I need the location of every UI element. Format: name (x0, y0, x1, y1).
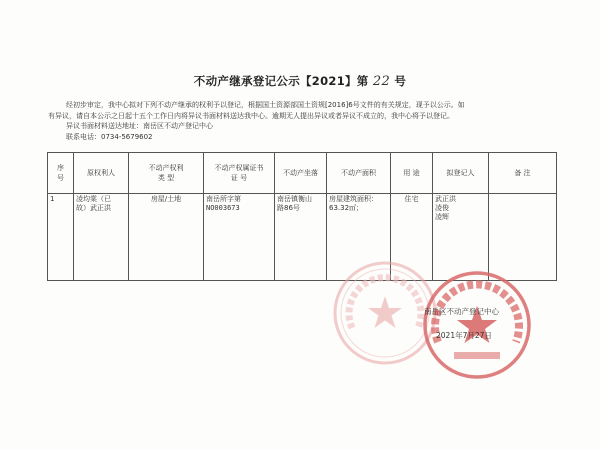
red-seal-stamp (420, 268, 534, 382)
header-usage: 用 途 (391, 153, 433, 194)
handwritten-number: 22 (372, 74, 391, 89)
notice-title (0, 73, 600, 89)
issue-date: 2021年7月27日 (436, 331, 492, 340)
header-area: 不动产面积 (327, 153, 391, 194)
cell-registrants: 武正洪 凌俊 凌辉 (433, 194, 489, 281)
cell-cert-no: 南岳所字第 NO003673 (204, 194, 275, 281)
cell-area: 房屋建筑面积： 63.32㎡； (327, 194, 391, 281)
header-cert-no: 不动产权属证书 证 号 (204, 153, 275, 194)
intro-line: 有异议，请自本公示之日起十五个工作日内将异议书面材料送达我中心。逾期无人提出异议或者异议不成立的，我中心将予以登记。 (48, 111, 454, 120)
issuer-name: 南岳区不动产登记中心 (424, 307, 499, 316)
notice-intro (48, 100, 578, 142)
intro-line: 经初步审定，我中心拟对下列不动产继承的权利予以登记，根据国土资源部国土资规[2016]6号文件的有关规定，现予以公示。如 (66, 101, 465, 109)
cell-owner: 凌均棠（已 故）武正洪 (74, 194, 129, 281)
intro-address: 异议书面材料送达地址：南岳区不动产登记中心 (66, 122, 213, 130)
table-header-row (48, 153, 557, 194)
header-remark: 备 注 (489, 153, 557, 194)
cell-right-type: 房屋/土地 (129, 194, 204, 281)
registration-table (47, 152, 557, 281)
header-registrant: 拟登记人 (433, 153, 489, 194)
cell-seq: 1 (48, 194, 74, 281)
title-text: 不动产继承登记公示【2021】第 (193, 74, 369, 88)
title-suffix: 号 (394, 74, 407, 88)
header-right-type: 不动产权利 类 型 (129, 153, 204, 194)
header-location: 不动产坐落 (275, 153, 327, 194)
cell-usage: 住宅 (391, 194, 433, 281)
header-owner: 原权利人 (74, 153, 129, 194)
cell-location: 南岳镇衡山 路86号 (275, 194, 327, 281)
header-seq: 序 号 (48, 153, 74, 194)
intro-phone: 联系电话：0734-5679602 (66, 132, 153, 141)
